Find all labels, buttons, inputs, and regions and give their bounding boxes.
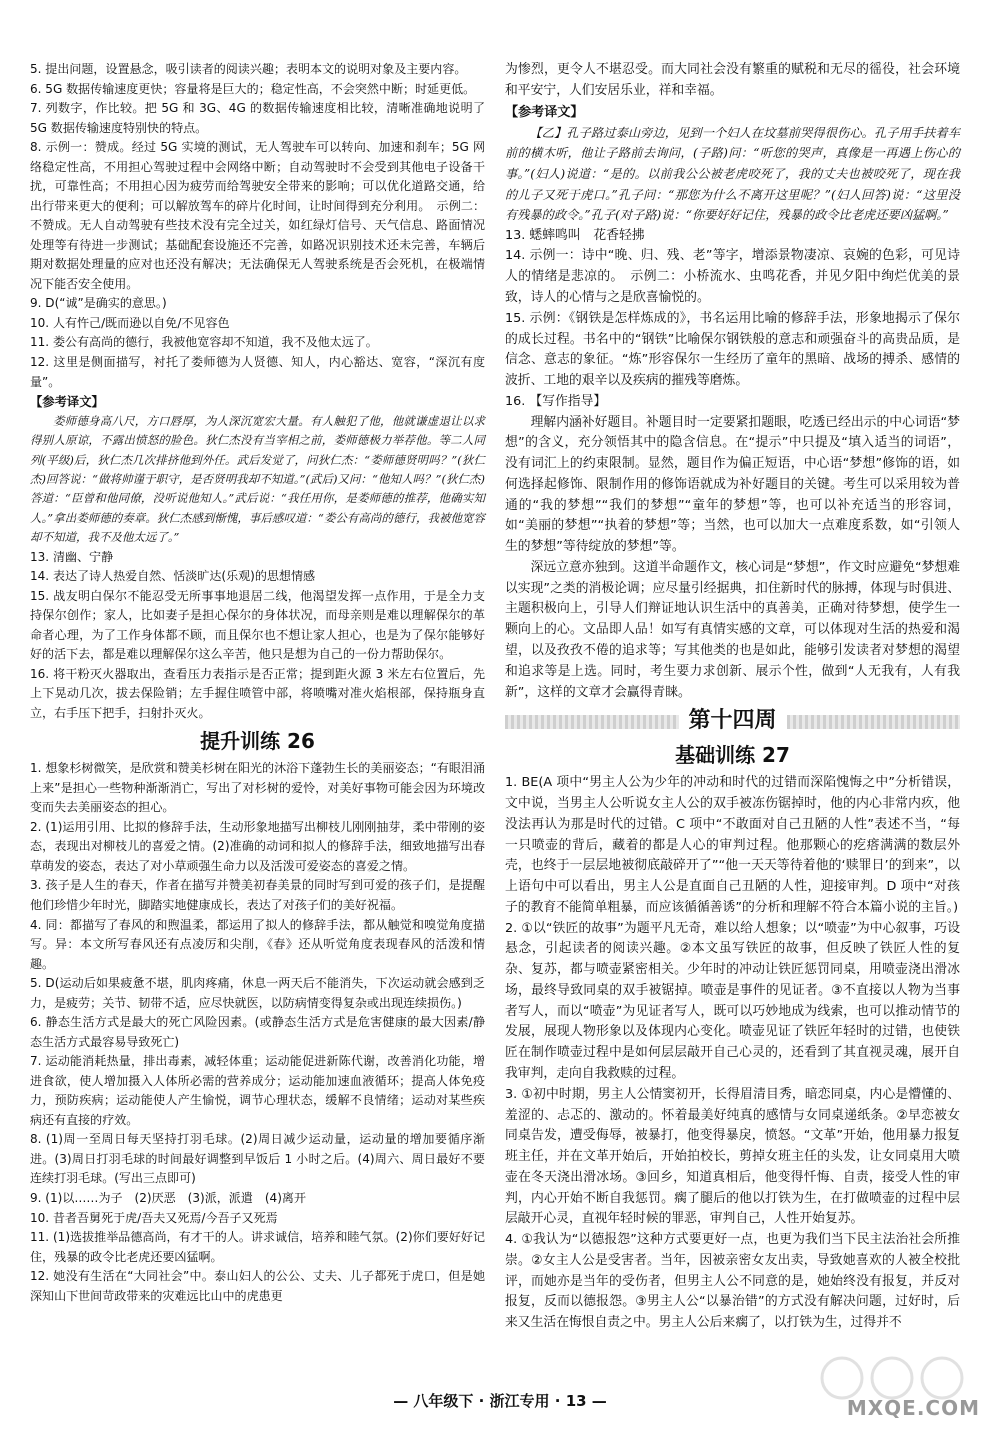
translation-text: 【乙】孔子路过泰山旁边，见到一个妇人在坟墓前哭得很伤心。孔子用手扶着车前的横木听，他让子路前去询问，(子路)问：“听您的哭声，真像是一再遇上伤心的事。”(妇人)说道：“是的。以前我公公被老虎咬死了，我的丈夫也被咬死了，现在我的儿子又死于虎口。”孔子问：“那您为什么不离开这里呢？”(妇人回答)说：“这里没有残暴的政令。”孔子(对子路)说：“你要好好记住，残暴的政令比老虎还要凶猛啊。” bbox=[505, 125, 960, 223]
answer-item: 10. 人有忤己/既而逊以自免/不见容色 bbox=[30, 315, 230, 330]
answer-item: 8. 示例一：赞成。经过 5G 实境的测试，无人驾驶车可以转向、加速和刹车；5G 网络稳定性高，不用担心驾驶过程中会网络中断；自动驾驶时不会受到其他电子设备干扰，可靠性高；不用担心因为疲劳而给驾驶安全带来的影响；可以优化道路交通，给出行带来更大的便利；可以解放驾车的碎片化时间，让时间得到充分利用。 示例二：不赞成。无人自动驾驶有些技术没有完全过关，如红绿灯信号、天气信息、路面情况处理等有待进一步测试；基础配套设施还不完善，如路况识别技术还未完善，车辆后期对数据处理量的应对也还没有解决；无法确保无人驾驶系统是否会死机，在极端情况下能否安全使用。 bbox=[30, 140, 485, 291]
right-column bbox=[505, 60, 960, 1334]
translation-text: 娄师德身高八尺，方口唇厚，为人深沉宽宏大量。有人触犯了他，他就谦虚退让以求得别人原谅，不露出愤怒的脸色。狄仁杰没有当宰相之前，娄师德极力举荐他。等二人同列(平级)后，狄仁杰几次排挤他到外任。武后发觉了，问狄仁杰：“娄师德贤明吗？”(狄仁杰)回答说：“做将帅谨于职守，是否贤明我却不知道。”(武后)又问：“他知人吗？”(狄仁杰)答道：“臣曾和他同僚，没听说他知人。”武后说：“我任用你，是娄师德的推荐，他确实知人。”拿出娄师德的奏章。狄仁杰感到惭愧，事后感叹道：“娄公有高尚的德行，我被他宽容却不知道，我不及他太远了。” bbox=[30, 414, 485, 545]
translation-heading: 【参考译文】 bbox=[505, 104, 584, 120]
answer-item: 6. 静态生活方式是最大的死亡风险因素。(或静态生活方式是危害健康的最大因素/静态生活方式最容易导致死亡) bbox=[30, 1015, 485, 1049]
left-column bbox=[30, 60, 485, 1306]
answer-item: 14. 表达了诗人热爱自然、恬淡旷达(乐观)的思想情感 bbox=[30, 569, 316, 584]
answer-item: 4. 同：都描写了春风的和煦温柔，都运用了拟人的修辞手法，都从触觉和嗅觉角度描写。异：本文所写春风还有点凌厉和尖削，《春》还从听觉角度表现春风的活泼和情趣。 bbox=[30, 917, 485, 971]
answer-item: 1. 想象杉树微笑，是欣赏和赞美杉树在阳光的沐浴下蓬勃生长的美丽姿态；“有眼泪涌上来”是担心一些物种渐渐消亡，写出了对杉树的爱怜，对美好事物可能会因为环境改变而失去美丽姿态的担心。 bbox=[30, 761, 485, 815]
answer-item: 4. ①我认为“以德报怨”这种方式要更好一点，也更为我们当下民主法治社会所推崇。②女主人公是受害者。当年，因被亲密女友出卖，导致她喜欢的人被全校批评，而她亦是当年的受伤者，但男主人公不同意的是，她始终没有报复，并反对报复，反而以德报怨。③男主人公“以暴治错”的方式没有解决问题，过好时，后来又生活在悔恨自责之中。男主人公后来瘸了，以打铁为生，过得并不 bbox=[505, 1232, 960, 1331]
answer-item: 5. D(运动后如果疲惫不堪，肌肉疼痛，休息一两天后不能消失，下次运动就会感到乏力，是疲劳；关节、韧带不适，应尽快就医，以防病情变得复杂或出现连续损伤。) bbox=[30, 976, 485, 1010]
answer-item: 为惨烈，更令人不堪忍受。而大同社会没有繁重的赋税和无尽的徭役，社会环境和平安宁，人们安居乐业，祥和幸福。 bbox=[505, 62, 960, 98]
answer-item: 2. ①以“铁匠的故事”为题平凡无奇，难以给人想象；以“喷壶”为中心叙事，巧设悬念，引起读者的阅读兴趣。②本文虽写铁匠的故事，但反映了铁匠人性的复杂、复苏，都与喷壶紧密相关。少年时的冲动让铁匠惩罚同桌，用喷壶浇出滑冰场，最终导致同桌的双手被锯掉。喷壶是事件的见证者。③不直接以人物为当事者写人，而以“喷壶”为见证者写人，既可以巧妙地成为线索，也可以推动情节的发展，展现人物形象以及体现内心变化。喷壶见证了铁匠年轻时的过错，也使铁匠在制作喷壶过程中是如何层层敲开自己心灵的，还看到了其直视灵魂，展开自我审判，走向自我救赎的过程。 bbox=[505, 920, 960, 1082]
answer-item: 理解内涵补好题目。补题目时一定要紧扣题眼，吃透已经出示的中心词语“梦想”的含义，充分领悟其中的隐含信息。在“提示”中只提及“填入适当的词语”，没有词汇上的约束限制。显然，题目作为偏正短语，中心语“梦想”修饰的语，如何选择起修饰、限制作用的修饰语就成为补好题目的关键。考生可以采用较为普通的“我的梦想”“我们的梦想”“童年的梦想”等，也可以补充适当的形容词，如“美丽的梦想”“执着的梦想”等；当然，也可以加大一点难度系数，如“引领人生的梦想”等待绽放的梦想”等。 bbox=[505, 414, 960, 555]
answer-item: 13. 蟋蟀鸣叫 花香轻拂 bbox=[505, 227, 645, 243]
answer-item: 11. 娄公有高尚的德行，我被他宽容却不知道，我不及他太远了。 bbox=[30, 335, 378, 350]
section-title: 基础训练 27 bbox=[675, 743, 790, 768]
answer-item: 15. 战友明白保尔不能忍受无所事事地退居二线，他渴望发挥一点作用，于是全力支持保尔创作；家人，比如妻子是担心保尔的身体状况，而母亲则是难以理解保尔的革命者心理，为了工作身体都不顾，而且保尔也不想让家人担心，也是为了保尔能够好好的活下去，都是难以理解保尔这么辛苦，他只是想为自己的一份力帮助保尔。 bbox=[30, 588, 485, 662]
answer-item: 12. 她没有生活在“大同社会”中。泰山妇人的公公、丈夫、儿子都死于虎口，但是她深知山下世间苛政带来的灾难远比山中的虎患更 bbox=[30, 1269, 485, 1303]
answer-item: 7. 列数字，作比较。把 5G 和 3G、4G 的数据传输速度相比较，清晰准确地说明了 5G 数据传输速度特别快的特点。 bbox=[30, 101, 485, 135]
answer-item: 9. (1)以……为子 (2)厌恶 (3)派，派遣 (4)离开 bbox=[30, 1190, 306, 1205]
answer-item: 1. BE(A 项中“男主人公为少年的冲动和时代的过错而深陷愧悔之中”分析错误，文中说，当男主人公听说女主人公的双手被冻伤锯掉时，他的内心非常内疚，他没法再认为那是时代的过错。C 项中“不敢面对自己丑陋的人性”表述不当，“每一只喷壶的背后，藏着的都是人心的审判过程。他那颗心的疙瘩满满的数层外壳，也终于一层层地被彻底敲碎开了”“他一天天等待着他的‘赎罪日’的到来”，以上语句中可以看出，男主人公是直面自己丑陋的人性，迎接审判。D 项中“对孩子的教育不能简单粗暴，而应该循循善诱”的分析和理解不符合本篇小说的主旨。) bbox=[505, 775, 960, 915]
answer-item: 14. 示例一：诗中“晚、归、残、老”等字，增添景物凄凉、哀婉的色彩，可见诗人的情绪是悲凉的。 示例二：小桥流水、虫鸣花香，并见夕阳中绚烂优美的景致，诗人的心情与之是欣喜愉悦的。 bbox=[505, 248, 960, 305]
week-title: 第十四周 bbox=[678, 705, 786, 737]
answer-item: 7. 运动能消耗热量，排出毒素，减轻体重；运动能促进新陈代谢，改善消化功能，增进食欲，使人增加摄入人体所必需的营养成分；运动能加速血液循环；提高人体免疫力，预防疾病；运动能使人产生愉悦，调节心理状态，缓解不良情绪；运动对某些疾病还有直接的疗效。 bbox=[30, 1054, 485, 1127]
answer-item: 3. ①初中时期，男主人公情窦初开，长得眉清目秀，暗恋同桌，内心是懵懂的、羞涩的、忐忑的、激动的。怀着最美好纯真的感情与女同桌递纸条。②早恋被女同桌告发，遭受侮辱，被暴打，他变得暴戾，愤怒。“文革”开始，他用暴力报复班主任，并在文革开始后，开始拍校长，剪掉女班主任的头发，让女同桌用大喷壶在冬天浇出滑冰场。③回乡，知道真相后，他变得忏悔、自责，接受人性的审判，内心开始不断自我惩罚。瘸了腿后的他以打铁为生，在打做喷壶的过程中层层敲开心灵，直视年轻时候的罪恶，审判自己，人性开始复苏。 bbox=[505, 1086, 960, 1227]
answer-item: 15. 示例：《钢铁是怎样炼成的》，书名运用比喻的修辞手法，形象地揭示了保尔的成长过程。书名中的“钢铁”比喻保尔钢铁般的意志和顽强奋斗的高贵品质，是信念、意志的象征。“炼”形容保尔一生经历了童年的黑暗、战场的搏杀、感情的波折、工地的艰辛以及疾病的摧残等磨炼。 bbox=[505, 310, 960, 389]
answer-item: 2. (1)运用引用、比拟的修辞手法，生动形象地描写出柳枝儿刚刚抽芽，柔中带刚的姿态，表现出对柳枝儿的喜爱之情。(2)准确的动词和拟人的修辞手法，细致地描写出春草萌发的姿态，表达了对小草顽强生命力以及活泼可爱姿态的喜爱之情。 bbox=[30, 819, 485, 873]
answer-item: 8. (1)周一至周日每天坚持打羽毛球。(2)周日减少运动量，运动量的增加要循序渐进。(3)周日打羽毛球的时间最好调整到早饭后 1 小时之后。(4)周六、周日最好不要连续打羽毛球。(写出三点即可) bbox=[30, 1132, 485, 1186]
answer-item: 16. 【写作指导】 bbox=[505, 393, 607, 409]
answer-item: 3. 孩子是人生的春天，作者在描写并赞美初春美景的同时写到可爱的孩子们，是提醒他们珍惜少年时光，脚踏实地健康成长，表达了对孩子们的美好祝福。 bbox=[30, 878, 485, 913]
answer-item: 11. (1)选拔推举品德高尚，有才干的人。讲求诚信，培养和睦气氛。(2)你们要好好记住，残暴的政令比老虎还要凶猛啊。 bbox=[30, 1230, 485, 1264]
answer-item: 5. 提出问题，设置悬念，吸引读者的阅读兴趣；表明本文的说明对象及主要内容。 bbox=[30, 62, 467, 76]
answer-item: 深远立意亦独到。这道半命题作文，核心词是“梦想”，作文时应避免“梦想难以实现”之类的消极论调；应尽量引经据典，扣住新时代的脉搏，体现与时俱进、主题积极向上，引导人们辩证地认识生活中的真善美，正确对待梦想，使学生一颗向上的心。文品即人品！如写有真情实感的文章，可以体现对生活的热爱和渴望，以及孜孜不倦的追求等；写其他类的也是如此，能够引发读者对梦想的渴望和追求等是上选。同时，考生要力求创新、展示个性，做到“人无我有，人有我新”，这样的文章才会赢得青睐。 bbox=[505, 559, 960, 700]
answer-item: 12. 这里是侧面描写，衬托了娄师德为人贤德、知人，内心豁达、宽容，“深沉有度量”。 bbox=[30, 354, 485, 389]
answer-item: 16. 将干粉灭火器取出，查看压力表指示是否正常；提到距火源 3 米左右位置后，先上下晃动几次，拔去保险销；左手握住喷管中部，将喷嘴对准火焰根部，保持瓶身直立，右手压下把手，扫射扑灭火。 bbox=[30, 666, 485, 720]
translation-heading: 【参考译文】 bbox=[30, 395, 104, 410]
answer-item: 10. 昔者吾舅死于虎/吾夫又死焉/今吾子又死焉 bbox=[30, 1210, 278, 1225]
week-banner bbox=[505, 707, 960, 737]
watermark-text: MXQE.COM bbox=[846, 1396, 980, 1420]
section-title: 提升训练 26 bbox=[200, 729, 315, 754]
page-footer: — 八年级下 · 浙江专用 · 13 — bbox=[393, 1392, 607, 1410]
answer-item: 6. 5G 数据传输速度更快；容量将是巨大的；稳定性高，不会突然中断；时延更低。 bbox=[30, 81, 476, 96]
answer-item: 9. D(“诚”是确实的意思。) bbox=[30, 296, 167, 311]
answer-item: 13. 清幽、宁静 bbox=[30, 549, 114, 564]
